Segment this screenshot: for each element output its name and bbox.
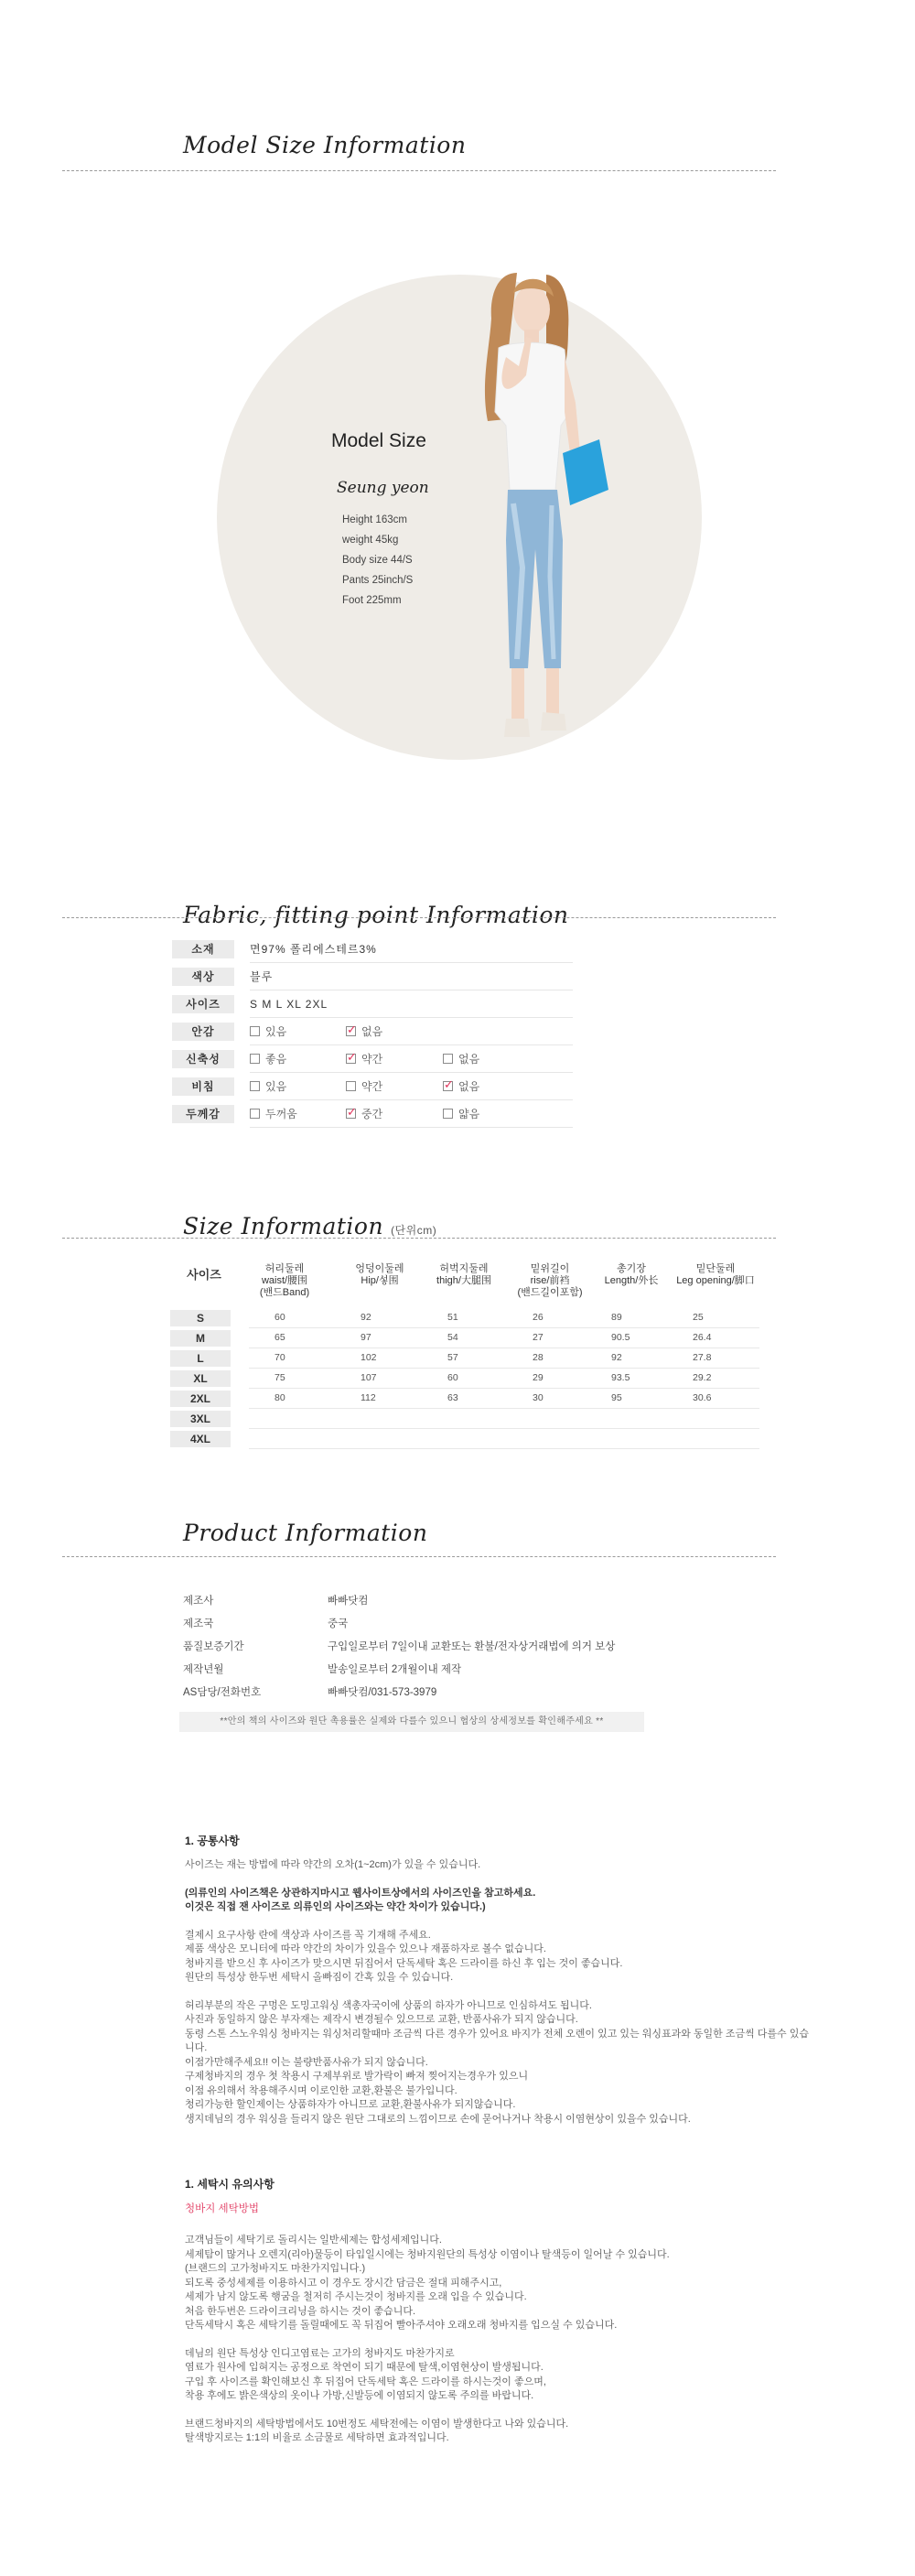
fabric-row bbox=[172, 936, 556, 964]
fabric-value: 면97% 폴리에스테르3% bbox=[250, 943, 377, 956]
size-col-header bbox=[593, 1263, 670, 1287]
note-line: 구제청바지의 경우 첫 착용시 구제부위로 발가락이 빠져 찢어지는경우가 있으니 bbox=[185, 2071, 529, 2082]
checkbox-icon bbox=[250, 1109, 260, 1119]
col-header-ko: 허벅지둘레 bbox=[439, 1263, 489, 1274]
product-key: 제조사 bbox=[183, 1596, 214, 1607]
model-size-heading: Model Size Information bbox=[183, 132, 467, 158]
fabric-label: 신축성 bbox=[172, 1050, 234, 1068]
fabric-option bbox=[443, 1107, 479, 1121]
note-line: 탈색방지로는 1:1의 비율로 소금물로 세탁하면 효과적입니다. bbox=[185, 2432, 449, 2443]
checkbox-icon bbox=[250, 1081, 260, 1091]
note-line: 사진과 동일하지 않은 부자재는 제작시 변경될수 있으므로 교환, 반품사유가 되지 않습니다. bbox=[185, 2014, 578, 2025]
note-line: 처음 한두번은 드라이크리닝을 하시는 것이 좋습니다. bbox=[185, 2305, 416, 2317]
note-line: 세제가 남지 않도록 행굼을 철저히 주시는것이 청바지를 오래 입을 수 있습니다. bbox=[185, 2291, 527, 2302]
fabric-heading: Fabric, fitting point Information bbox=[183, 902, 569, 928]
size-cell: 75 bbox=[274, 1372, 285, 1383]
checked-checkbox-icon bbox=[346, 1054, 356, 1064]
product-key: 제조국 bbox=[183, 1618, 214, 1629]
model-background-circle bbox=[217, 275, 702, 760]
size-col-header: 사이즈 bbox=[187, 1268, 221, 1282]
fabric-value: 블루 bbox=[250, 970, 274, 983]
size-cell: 70 bbox=[274, 1352, 285, 1363]
fabric-row bbox=[172, 991, 556, 1019]
note-line: (브랜드의 고가청바지도 마찬가지입니다.) bbox=[185, 2263, 366, 2274]
col-header-ko: 총기장 bbox=[617, 1263, 646, 1274]
fabric-label: 비침 bbox=[172, 1077, 234, 1096]
common-notes-title: 1. 공통사항 bbox=[185, 1835, 240, 1847]
note-line: 구입 후 사이즈를 확인해보신 후 뒤집어 단독세탁 혹은 드라이를 하시는것이 좋으며, bbox=[185, 2376, 546, 2387]
col-header-en: thigh/大腿围 bbox=[436, 1275, 491, 1286]
size-cell: 54 bbox=[447, 1332, 458, 1343]
model-stat-weight: weight 45kg bbox=[342, 535, 399, 546]
size-row bbox=[170, 1308, 759, 1328]
size-cell: 30 bbox=[533, 1392, 544, 1403]
size-col-header bbox=[670, 1263, 761, 1287]
option-label: 없음 bbox=[458, 1080, 480, 1093]
common-notes bbox=[185, 1858, 816, 2140]
size-cell: 90.5 bbox=[611, 1332, 630, 1343]
product-key: AS담당/전화번호 bbox=[183, 1687, 262, 1698]
size-cell: 93.5 bbox=[611, 1372, 630, 1383]
row-line bbox=[250, 1099, 573, 1100]
size-cell: 26 bbox=[533, 1312, 544, 1323]
note-paragraph bbox=[185, 2234, 816, 2333]
size-cell: 29.2 bbox=[693, 1372, 712, 1383]
model-stat-body: Body size 44/S bbox=[342, 555, 413, 566]
fabric-option bbox=[346, 1052, 382, 1066]
note-paragraph bbox=[185, 1887, 816, 1915]
size-cell: 97 bbox=[361, 1332, 371, 1343]
note-line: 염료가 원사에 입혀지는 공정으로 착연이 되기 때문에 탈색,이염현상이 발생됩니다. bbox=[185, 2362, 544, 2373]
size-col-header bbox=[339, 1263, 421, 1287]
product-value: 빠빠닷컴/031-573-3979 bbox=[328, 1687, 437, 1698]
note-line: 청리가능한 할인제이는 상품하자가 아니므로 교환,환불사유가 되지않습니다. bbox=[185, 2099, 516, 2110]
size-cell: 25 bbox=[693, 1312, 704, 1323]
option-label: 약간 bbox=[361, 1080, 383, 1093]
checked-checkbox-icon bbox=[443, 1081, 453, 1091]
size-col-header bbox=[507, 1263, 593, 1299]
wash-notes-title: 1. 세탁시 유의사항 bbox=[185, 2178, 274, 2191]
product-heading: Product Information bbox=[183, 1520, 428, 1546]
note-line: 사이즈는 재는 방법에 따라 약간의 오차(1~2cm)가 있을 수 있습니다. bbox=[185, 1859, 481, 1870]
note-line: 제품 색상은 모니터에 따라 약간의 차이가 있을수 있으나 재품하자로 볼수 없습니다. bbox=[185, 1943, 546, 1954]
col-header-ko: 밑단둘레 bbox=[695, 1263, 736, 1274]
product-row bbox=[183, 1613, 787, 1636]
note-line: 세제탐이 많거나 오렌지(리아)물등이 타입일시에는 청바지원단의 특성상 이염이나 탈색등이 일어날 수 있습니다. bbox=[185, 2248, 670, 2260]
note-line: (의류인의 사이즈책은 상관하지마시고 웹사이트상에서의 사이즈인을 참고하세요. bbox=[185, 1887, 536, 1899]
size-row bbox=[170, 1369, 759, 1389]
note-line: 고객님들이 세탁기로 돌리시는 일반세제는 합성세제입니다. bbox=[185, 2235, 442, 2246]
fabric-label: 색상 bbox=[172, 968, 234, 986]
option-label: 두꺼움 bbox=[265, 1108, 297, 1120]
fabric-option bbox=[346, 1024, 382, 1039]
fabric-value: S M L XL 2XL bbox=[250, 998, 328, 1011]
fabric-option bbox=[250, 1024, 286, 1039]
fabric-label: 사이즈 bbox=[172, 995, 234, 1013]
note-line: 이것은 직접 잰 사이즈로 의류인의 사이즈와는 약간 차이가 있습니다.) bbox=[185, 1901, 486, 1912]
size-row bbox=[170, 1328, 759, 1348]
fabric-option bbox=[250, 1079, 286, 1094]
note-line: 이점가만해주세요!! 이는 불량반품사유가 되지 않습니다. bbox=[185, 2056, 428, 2068]
note-paragraph bbox=[185, 1858, 816, 1873]
checkbox-icon bbox=[346, 1081, 356, 1091]
size-cell: 60 bbox=[447, 1372, 458, 1383]
note-paragraph bbox=[185, 2347, 816, 2404]
fabric-row bbox=[172, 964, 556, 991]
size-cell: 57 bbox=[447, 1352, 458, 1363]
checkbox-icon bbox=[443, 1109, 453, 1119]
size-row bbox=[170, 1429, 759, 1449]
option-label: 없음 bbox=[458, 1053, 480, 1066]
product-row bbox=[183, 1659, 787, 1682]
option-label: 있음 bbox=[265, 1080, 287, 1093]
divider bbox=[62, 170, 776, 171]
col-header-en: Hip/섷围 bbox=[361, 1275, 399, 1286]
col-header-en: Length/外长 bbox=[604, 1275, 659, 1286]
fabric-table bbox=[172, 936, 556, 1129]
size-col-header bbox=[243, 1263, 326, 1299]
fabric-option bbox=[250, 1107, 297, 1121]
fabric-option bbox=[443, 1052, 479, 1066]
wash-notes-subtitle: 청바지 세탁방법 bbox=[185, 2203, 259, 2214]
col-header-ko: 밑위길이 bbox=[530, 1263, 570, 1274]
size-row bbox=[170, 1389, 759, 1409]
size-heading-text: Size Information bbox=[183, 1213, 384, 1239]
size-col-header bbox=[421, 1263, 507, 1287]
note-line: 이점 유의해서 착용해주시며 이로인한 교환,환불은 불가입니다. bbox=[185, 2084, 458, 2096]
product-key: 품질보증기간 bbox=[183, 1641, 244, 1652]
checkbox-icon bbox=[250, 1026, 260, 1036]
note-line: 단독세탁시 혹은 세탁기를 돌릴때에도 꼭 뒤집어 빨아주셔야 오래오래 청바지를 입으실 수 있습니다. bbox=[185, 2320, 618, 2331]
fabric-label: 소재 bbox=[172, 940, 234, 958]
note-line: 청바지를 받으신 후 사이즈가 맞으시면 뒤집어서 단독세탁 혹은 드라이를 하신 후 입는 것이 좋습니다. bbox=[185, 1957, 623, 1969]
row-line bbox=[250, 1127, 573, 1128]
model-name: Seung yeon bbox=[337, 479, 429, 497]
size-cell: 107 bbox=[361, 1372, 377, 1383]
size-cell: 27 bbox=[533, 1332, 544, 1343]
row-line bbox=[249, 1448, 759, 1449]
size-cell: 80 bbox=[274, 1392, 285, 1403]
col-header-note: (밴드Band) bbox=[259, 1287, 310, 1298]
note-line: 허리부분의 작은 구멍은 도밍고워싱 색총자국이에 상품의 하자가 아니므로 인심하셔도 됩니다. bbox=[185, 1999, 592, 2011]
option-label: 좋음 bbox=[265, 1053, 287, 1066]
option-label: 약간 bbox=[361, 1053, 383, 1066]
fabric-option-row-thickness bbox=[172, 1101, 556, 1129]
row-line bbox=[250, 1017, 573, 1018]
size-cell: 51 bbox=[447, 1312, 458, 1323]
size-cell: 89 bbox=[611, 1312, 622, 1323]
row-line bbox=[250, 1044, 573, 1045]
fabric-option-row-stretch bbox=[172, 1046, 556, 1074]
note-paragraph bbox=[185, 2418, 816, 2446]
size-cell: 102 bbox=[361, 1352, 377, 1363]
model-card-title: Model Size bbox=[331, 430, 426, 451]
size-cell: 60 bbox=[274, 1312, 285, 1323]
size-cell: 112 bbox=[361, 1392, 376, 1403]
option-label: 없음 bbox=[361, 1025, 383, 1038]
fabric-option bbox=[346, 1079, 382, 1094]
product-value: 중국 bbox=[328, 1618, 349, 1629]
col-header-en: Leg opening/脚口 bbox=[676, 1275, 755, 1286]
size-label: 4XL bbox=[170, 1431, 231, 1447]
checked-checkbox-icon bbox=[346, 1109, 356, 1119]
model-stat-pants: Pants 25inch/S bbox=[342, 575, 414, 586]
note-line: 생지데님의 경우 워싱을 들리지 않은 원단 그대로의 느낌이므로 손에 묻어나거나 착용시 이염현상이 있을수 있습니다. bbox=[185, 2113, 691, 2125]
col-header-en: waist/腰围 bbox=[261, 1275, 308, 1286]
option-label: 얇음 bbox=[458, 1108, 480, 1120]
fabric-option bbox=[443, 1079, 479, 1094]
size-cell: 27.8 bbox=[693, 1352, 712, 1363]
note-line: 결제시 요구사항 란에 색상과 사이즈를 꼭 기재해 주세요. bbox=[185, 1929, 431, 1941]
option-label: 있음 bbox=[265, 1025, 287, 1038]
size-cell: 95 bbox=[611, 1392, 622, 1403]
note-line: 브랜드청바지의 세탁방법에서도 10번정도 세탁전에는 이염이 발생한다고 나와 있습니다. bbox=[185, 2418, 569, 2430]
size-unit: (단위cm) bbox=[391, 1224, 437, 1237]
col-header-note: (밴드길이포함) bbox=[517, 1287, 583, 1298]
note-paragraph bbox=[185, 1999, 816, 2127]
checkbox-icon bbox=[443, 1054, 453, 1064]
size-cell: 63 bbox=[447, 1392, 458, 1403]
fabric-option bbox=[346, 1107, 382, 1121]
size-row bbox=[170, 1409, 759, 1429]
product-key: 제작년월 bbox=[183, 1664, 224, 1675]
model-stat-foot: Foot 225mm bbox=[342, 595, 402, 606]
fabric-label: 안감 bbox=[172, 1023, 234, 1041]
note-paragraph bbox=[185, 1929, 816, 1986]
col-header-en: rise/前裆 bbox=[530, 1275, 570, 1286]
note-line: 착용 후에도 밝은색상의 옷이나 가방,신발등에 이염되지 않도록 주의를 바랍니다. bbox=[185, 2390, 534, 2401]
size-cell: 92 bbox=[611, 1352, 622, 1363]
fabric-label: 두께감 bbox=[172, 1105, 234, 1123]
size-label: XL bbox=[170, 1370, 231, 1387]
size-heading bbox=[183, 1213, 436, 1239]
product-value: 구입일로부터 7일이내 교환또는 환불/전자상거래법에 의거 보상 bbox=[328, 1641, 616, 1652]
note-line: 동령 스톤 스노우워싱 청바지는 워싱처리할때마 조금씩 다른 경우가 있어요 바지가 전체 오렌이 있고 있는 워싱표과와 동일한 조금씩 다를수 있습니다. bbox=[185, 2028, 809, 2053]
fabric-option-row-sheer bbox=[172, 1074, 556, 1101]
col-header-ko: 엉덩이둘레 bbox=[355, 1263, 404, 1274]
size-label: 3XL bbox=[170, 1411, 231, 1427]
product-value: 빠빠닷컴 bbox=[328, 1596, 369, 1607]
divider bbox=[62, 917, 776, 918]
size-label: M bbox=[170, 1330, 231, 1347]
note-line: 원단의 특성상 한두번 세탁시 올빠짐이 간혹 있을 수 있습니다. bbox=[185, 1972, 454, 1983]
col-header-ko: 허리둘레 bbox=[264, 1263, 305, 1274]
note-line: 데님의 원단 특성상 인디고염료는 고가의 청바지도 마찬가지로 bbox=[185, 2347, 455, 2359]
row-line bbox=[250, 962, 573, 963]
divider bbox=[62, 1556, 776, 1557]
option-label: 중간 bbox=[361, 1108, 383, 1120]
product-row bbox=[183, 1636, 787, 1659]
model-photo bbox=[462, 265, 608, 760]
fabric-option-row-lining bbox=[172, 1019, 556, 1046]
product-row bbox=[183, 1590, 787, 1613]
product-row bbox=[183, 1682, 787, 1705]
size-cell: 30.6 bbox=[693, 1392, 712, 1403]
row-line bbox=[250, 1072, 573, 1073]
wash-notes bbox=[185, 2234, 816, 2460]
size-cell: 28 bbox=[533, 1352, 544, 1363]
size-cell: 26.4 bbox=[693, 1332, 712, 1343]
size-label: S bbox=[170, 1310, 231, 1326]
note-line: 되도록 중성세제를 이용하시고 이 경우도 장시간 담금은 절대 피해주시고, bbox=[185, 2277, 502, 2289]
fabric-option bbox=[250, 1052, 286, 1066]
checked-checkbox-icon bbox=[346, 1026, 356, 1036]
size-label: L bbox=[170, 1350, 231, 1367]
size-notice: **안의 책의 사이즈와 원단 촉용률은 실제와 다를수 있으니 협상의 상세정보를 확인해주세요 ** bbox=[179, 1712, 644, 1732]
size-cell: 65 bbox=[274, 1332, 285, 1343]
model-stats bbox=[342, 510, 413, 611]
checkbox-icon bbox=[250, 1054, 260, 1064]
size-row bbox=[170, 1348, 759, 1369]
product-value: 발송일로부터 2개월이내 제작 bbox=[328, 1664, 462, 1675]
divider bbox=[62, 1238, 776, 1239]
size-label: 2XL bbox=[170, 1391, 231, 1407]
product-info-table bbox=[183, 1590, 787, 1705]
size-cell: 29 bbox=[533, 1372, 544, 1383]
model-stat-height: Height 163cm bbox=[342, 514, 407, 525]
size-cell: 92 bbox=[361, 1312, 371, 1323]
